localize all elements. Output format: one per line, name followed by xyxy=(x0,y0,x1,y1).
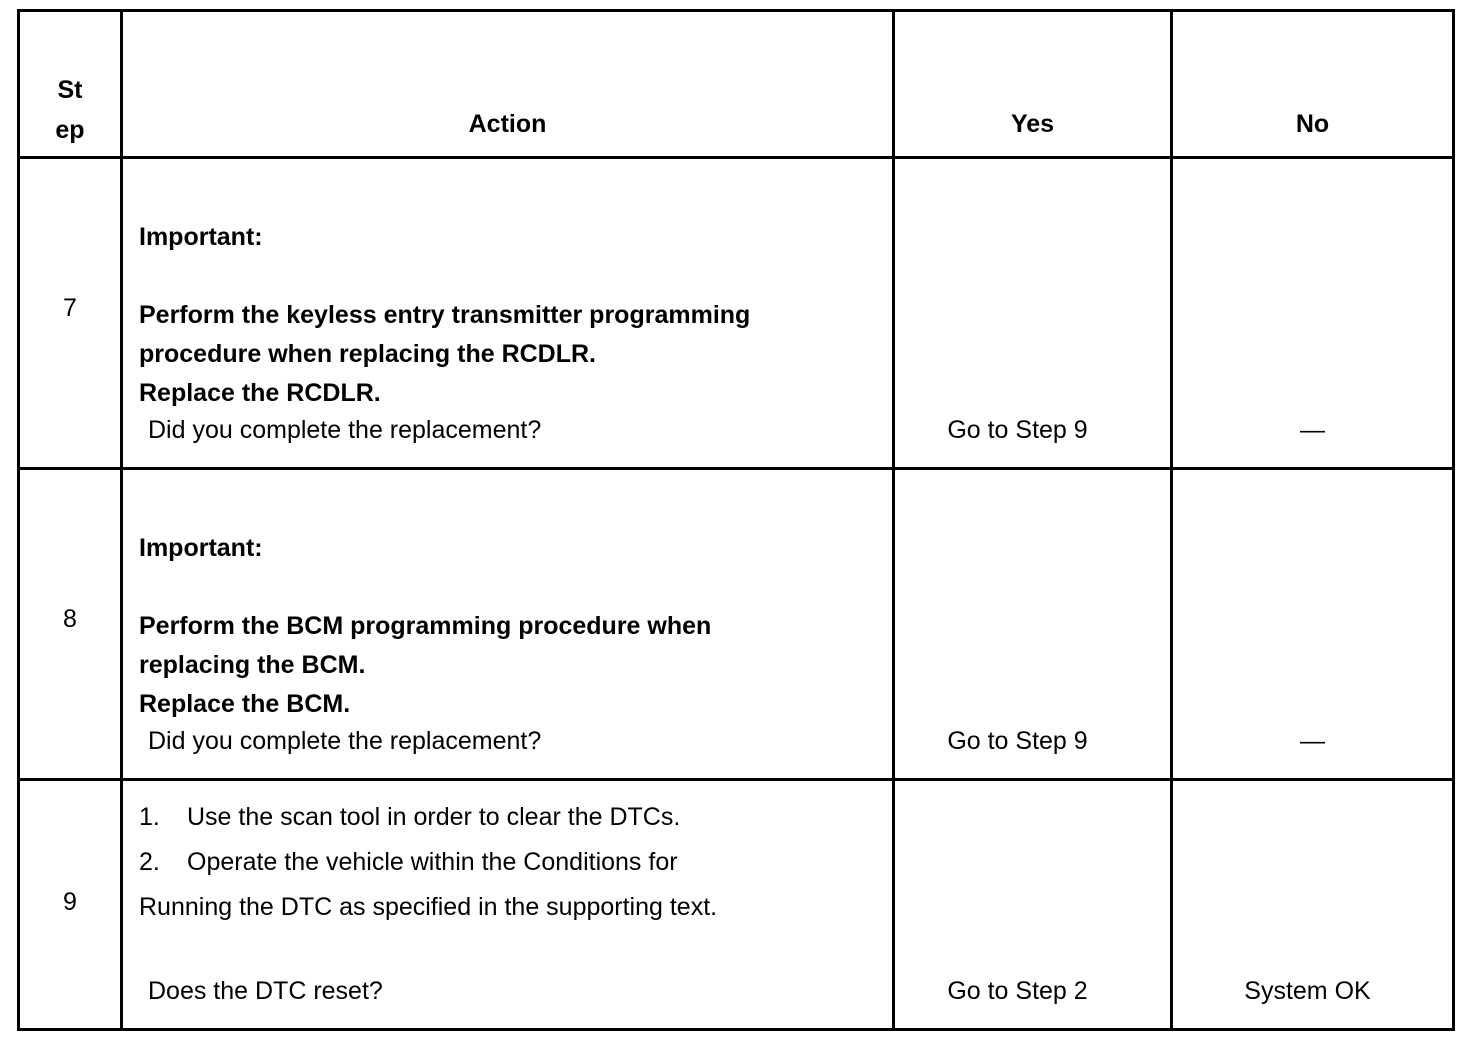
table-header-row xyxy=(19,11,1454,158)
yes-cell xyxy=(894,158,1172,469)
table-row xyxy=(19,469,1454,780)
step-cell xyxy=(19,469,122,780)
step-number: 8 xyxy=(63,605,77,633)
action-cell xyxy=(122,780,894,1030)
list-item: 1. Use the scan tool in order to clear the DTCs. xyxy=(139,803,681,831)
header-yes: Yes xyxy=(894,11,1172,158)
header-no: No xyxy=(1172,11,1454,158)
list-item: 2. Operate the vehicle within the Conditions for xyxy=(139,848,678,876)
question-text: Did you complete the replacement? xyxy=(148,727,542,755)
important-text: Perform the keyless entry transmitter programming procedure when replacing the RCDLR. Replace the RCDLR. xyxy=(139,301,751,407)
diagnostic-table xyxy=(17,9,1455,1031)
step-cell xyxy=(19,158,122,469)
header-action: Action xyxy=(122,11,894,158)
action-cell xyxy=(122,469,894,780)
list-continuation: Running the DTC as specified in the supporting text. xyxy=(139,893,718,921)
question-text: Does the DTC reset? xyxy=(148,977,383,1005)
no-cell xyxy=(1172,780,1454,1030)
step-number: 9 xyxy=(63,888,77,916)
procedure-list xyxy=(139,795,717,930)
table-row xyxy=(19,158,1454,469)
no-cell xyxy=(1172,469,1454,780)
yes-result: Go to Step 2 xyxy=(947,977,1088,1005)
yes-cell xyxy=(894,780,1172,1030)
question-text: Did you complete the replacement? xyxy=(148,416,542,444)
table-row xyxy=(19,780,1454,1030)
no-result: System OK xyxy=(1244,977,1371,1005)
yes-cell xyxy=(894,469,1172,780)
header-step-line1: St xyxy=(57,76,83,104)
important-text: Perform the BCM programming procedure when replacing the BCM. Replace the BCM. xyxy=(139,612,712,718)
header-step-line2: ep xyxy=(55,116,85,144)
header-step xyxy=(19,11,122,158)
step-cell xyxy=(19,780,122,1030)
yes-result: Go to Step 9 xyxy=(947,416,1088,444)
no-result: — xyxy=(1300,416,1325,444)
important-label: Important: xyxy=(139,534,263,562)
yes-result: Go to Step 9 xyxy=(947,727,1088,755)
no-result: — xyxy=(1300,727,1325,755)
action-cell xyxy=(122,158,894,469)
important-label: Important: xyxy=(139,223,263,251)
no-cell xyxy=(1172,158,1454,469)
step-number: 7 xyxy=(63,294,77,322)
